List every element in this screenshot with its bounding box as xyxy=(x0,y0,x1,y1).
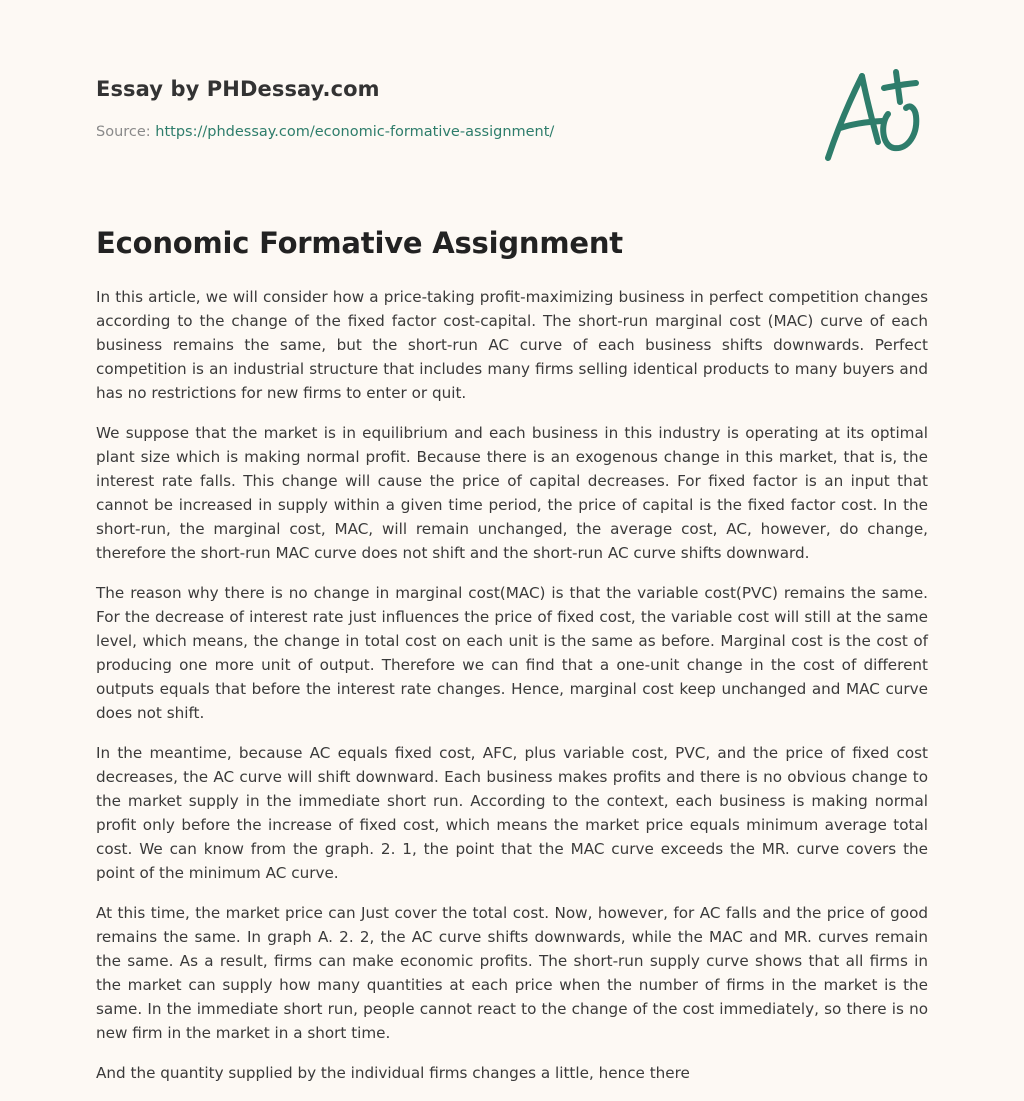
article-paragraph: The reason why there is no change in marginal cost(MAC) is that the variable cost(PVC) remains the same. For the decrease of interest rate just influences the price of fixed cost, the variable cost will still at the same level, which means, the change in total cost on each unit is the same as before. Marginal cost is the cost of producing one more unit of output. Therefore we can find that a one-unit change in the cost of different outputs equals that before the interest rate changes. Hence, marginal cost keep unchanged and MAC curve does not shift. xyxy=(96,584,928,722)
article-paragraph: At this time, the market price can Just cover the total cost. Now, however, for AC falls and the price of good remains the same. In graph A. 2. 2, the AC curve shifts downwards, while the MAC and MR. curves remain the same. As a result, firms can make economic profits. The short-run supply curve shows that all firms in the market can supply how many quantities at each price when the number of firms in the market is the same. In the immediate short run, people cannot react to the change of the cost immediately, so there is no new firm in the market in a short time. xyxy=(96,904,928,1042)
article-paragraph: We suppose that the market is in equilibrium and each business in this industry is operating at its optimal plant size which is making normal profit. Because there is an exogenous change in this market, that is, the interest rate falls. This change will cause the price of capital decreases. For fixed factor is an input that cannot be increased in supply within a given time period, the price of capital is the fixed factor cost. In the short-run, the marginal cost, MAC, will remain unchanged, the average cost, AC, however, do change, therefore the short-run MAC curve does not shift and the short-run AC curve shifts downward. xyxy=(96,424,928,562)
source-link[interactable]: https://phdessay.com/economic-formative-assignment/ xyxy=(155,124,555,140)
a-plus-logo-icon xyxy=(822,68,926,164)
article-body xyxy=(96,285,928,1101)
site-title: Essay by PHDessay.com xyxy=(96,77,380,101)
article-paragraph: In this article, we will consider how a price-taking profit-maximizing business in perfect competition changes according to the change of the fixed factor cost-capital. The short-run marginal cost (MAC) curve of each business remains the same, but the short-run AC curve of each business shifts downwards. Perfect competition is an industrial structure that includes many firms selling identical products to many buyers and has no restrictions for new firms to enter or quit. xyxy=(96,288,928,402)
source-label: Source: xyxy=(96,124,156,140)
article-paragraph: And the quantity supplied by the individual firms changes a little, hence there xyxy=(96,1064,690,1082)
source-line xyxy=(96,124,554,140)
article-title: Economic Formative Assignment xyxy=(96,226,623,260)
article-paragraph: In the meantime, because AC equals fixed cost, AFC, plus variable cost, PVC, and the price of fixed cost decreases, the AC curve will shift downward. Each business makes profits and there is no obvious change to the market supply in the immediate short run. According to the context, each business is making normal profit only before the increase of fixed cost, which means the market price equals minimum average total cost. We can know from the graph. 2. 1, the point that the MAC curve exceeds the MR. curve covers the point of the minimum AC curve. xyxy=(96,744,928,882)
